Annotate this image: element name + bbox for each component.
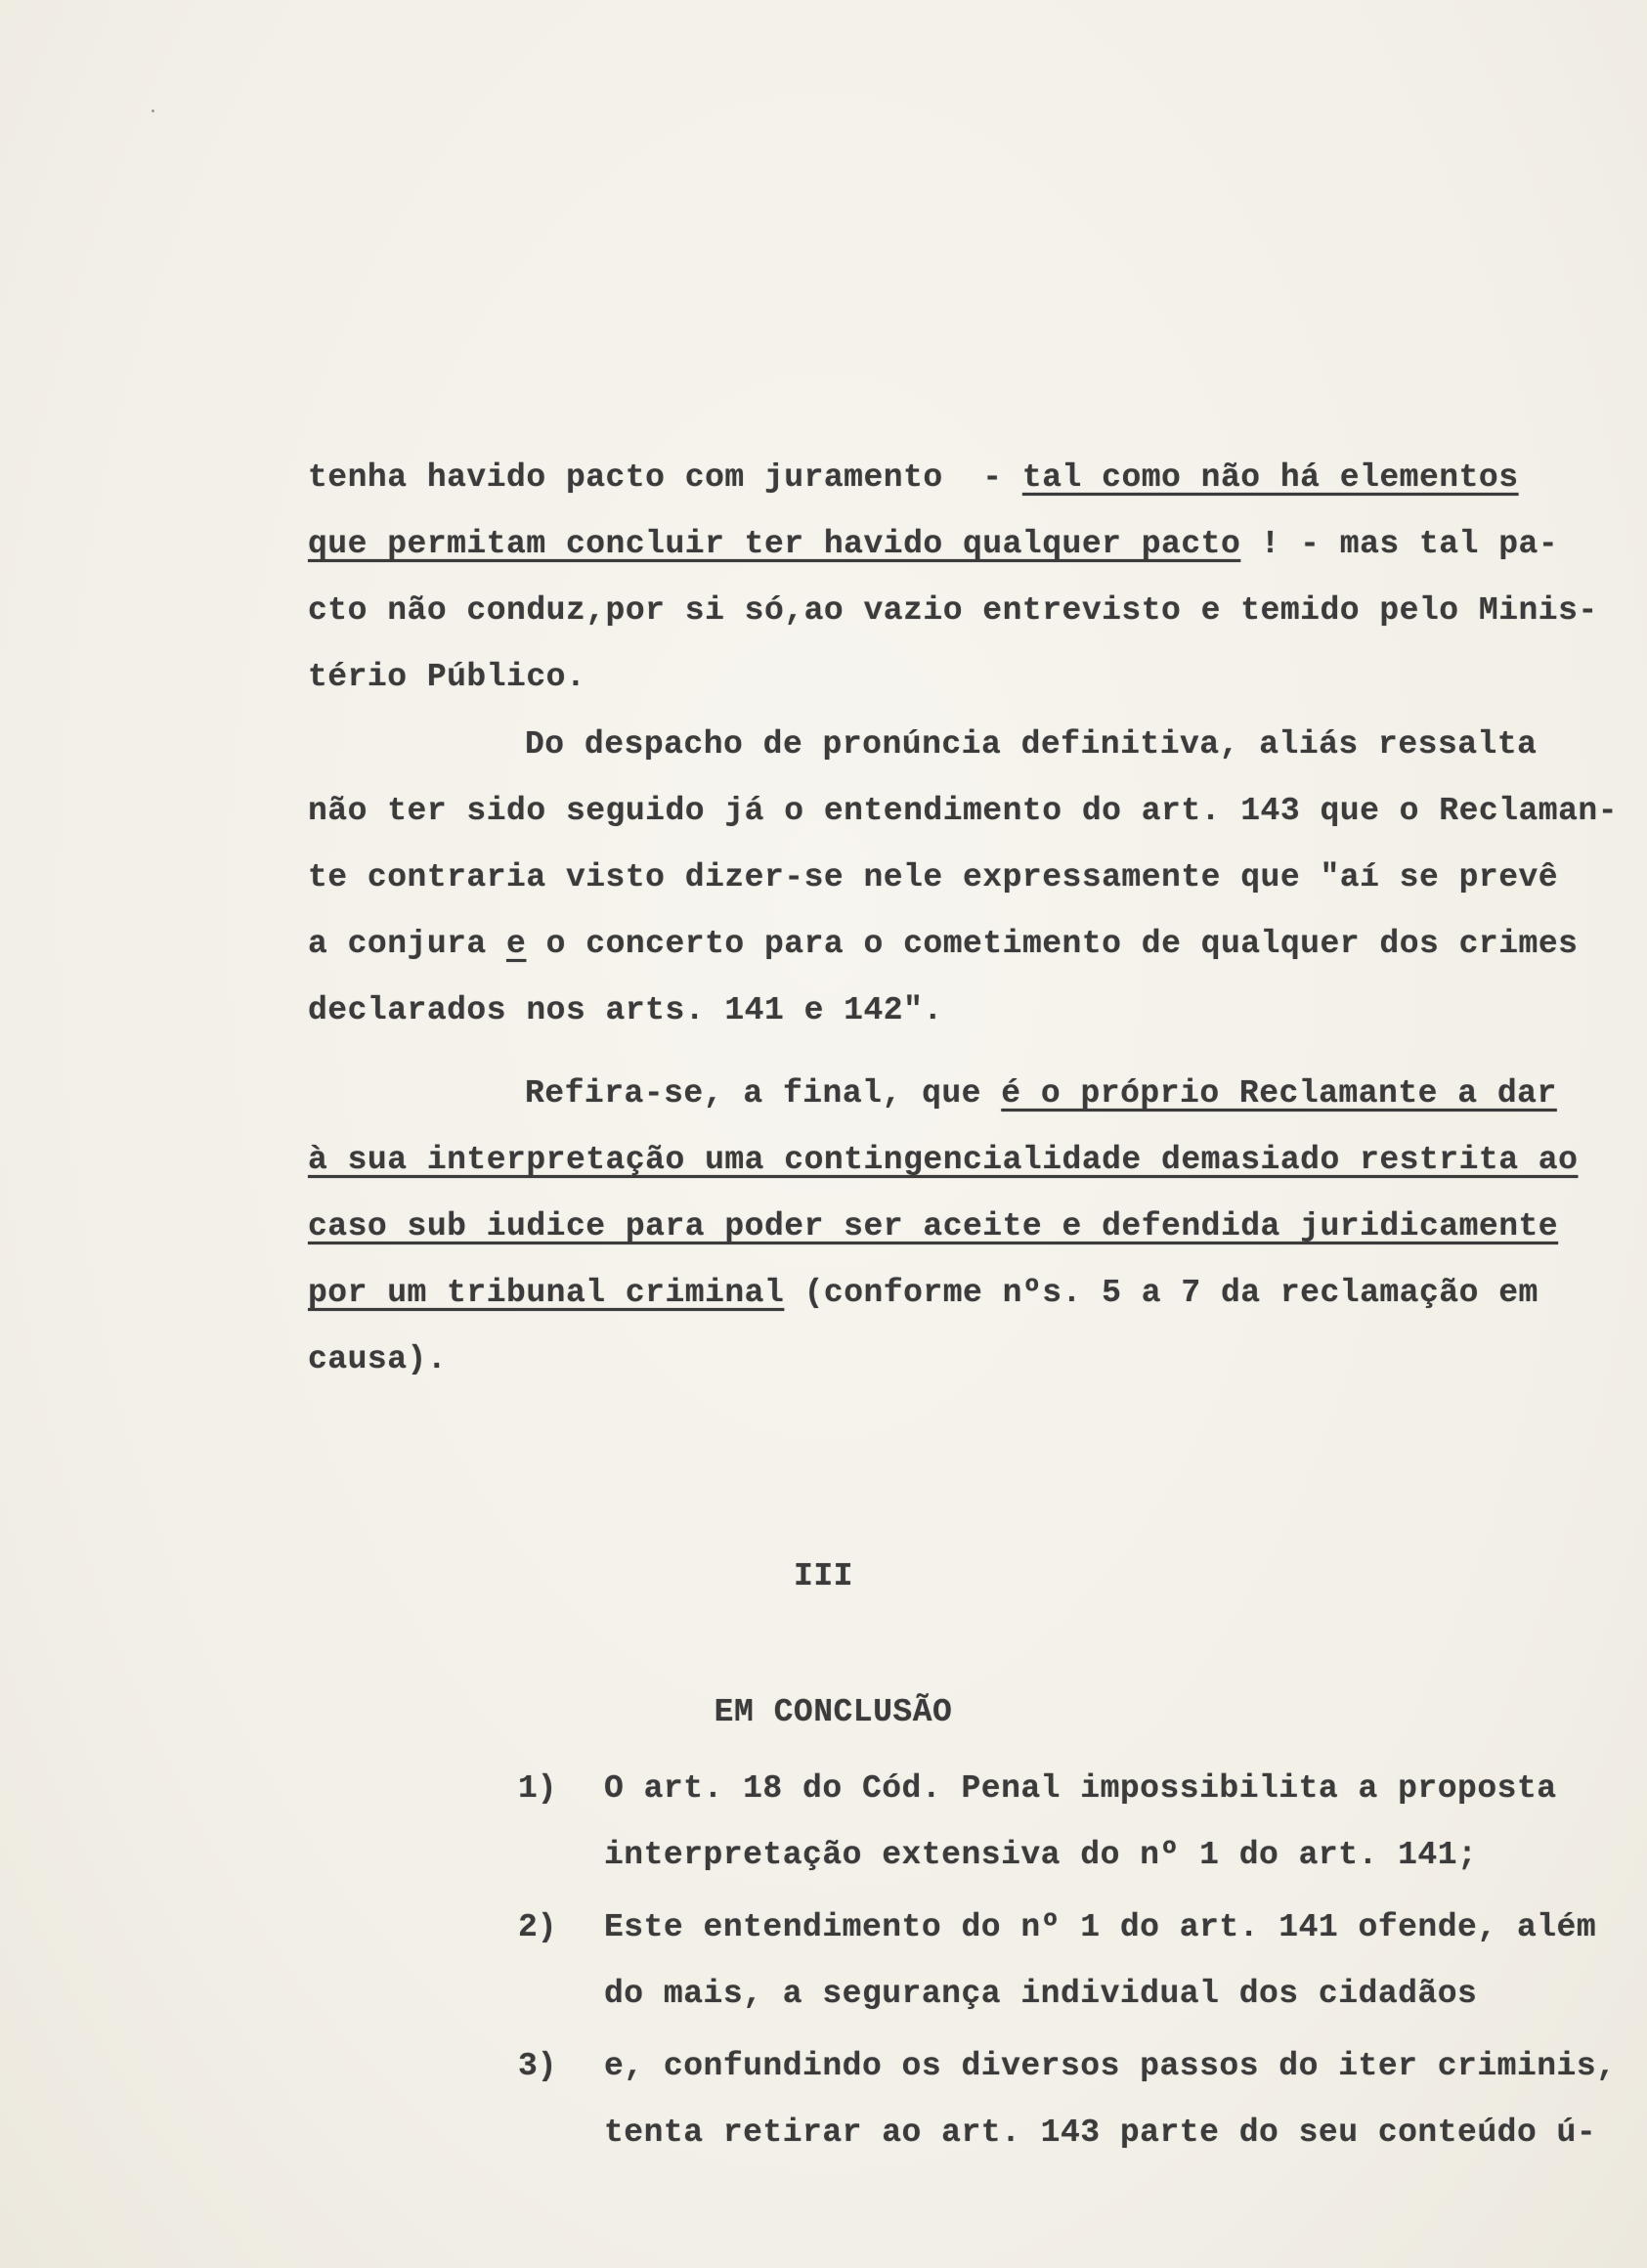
paragraph-2-line-3: te contraria visto dizer-se nele expressamente que "aí se prevê [308, 859, 1559, 895]
paragraph-1-line-4: tério Público. [308, 659, 586, 695]
conclusion-3-line-1: e, confundindo os diversos passos do iter criminis, [604, 2048, 1617, 2084]
paragraph-2-line-1: Do despacho de pronúncia definitiva, aliás ressalta [525, 726, 1538, 763]
conclusion-2-number: 2) [518, 1909, 557, 1945]
p3-l1-text: Refira-se, a final, que [525, 1075, 1002, 1112]
paragraph-1-line-3: cto não conduz,por si só,ao vazio entrevisto e temido pelo Minis- [308, 592, 1598, 629]
p1-l1-text: tenha havido pacto com juramento - [308, 459, 1022, 496]
scan-speck [152, 109, 154, 112]
conclusion-2-line-1: Este entendimento do nº 1 do art. 141 ofende, além [604, 1909, 1597, 1945]
paragraph-3-line-4 [308, 1275, 1539, 1311]
p2-l4-text-b: o concerto para o cometimento de qualquer dos crimes [526, 926, 1579, 962]
p2-l4-text-a: a conjura [308, 926, 507, 962]
section-number: III [794, 1558, 853, 1594]
p2-l4-underlined: e [506, 926, 527, 962]
p1-l1-underlined: tal como não há elementos [1021, 459, 1519, 496]
p3-l4-underlined: por um tribunal criminal [308, 1275, 785, 1311]
conclusion-1-line-2: interpretação extensiva do nº 1 do art. 141; [604, 1837, 1478, 1873]
paragraph-3-line-3 [308, 1208, 1558, 1244]
conclusion-1-line-1: O art. 18 do Cód. Penal impossibilita a proposta [604, 1770, 1557, 1807]
conclusion-2-line-2: do mais, a segurança individual dos cidadãos [604, 1976, 1478, 2012]
paragraph-3-line-5: causa). [308, 1341, 448, 1377]
conclusion-3-line-2: tenta retirar ao art. 143 parte do seu conteúdo ú- [604, 2115, 1597, 2151]
section-heading: EM CONCLUSÃO [714, 1694, 953, 1730]
paragraph-1-line-2 [308, 526, 1558, 562]
p3-l3-underlined: caso sub iudice para poder ser aceite e defendida juridicamente [308, 1208, 1559, 1244]
conclusion-1-number: 1) [518, 1770, 557, 1807]
paragraph-2-line-5: declarados nos arts. 141 e 142". [308, 992, 943, 1028]
p3-l4-text: (conforme nºs. 5 a 7 da reclamação em [784, 1275, 1539, 1311]
p1-l2-underlined: que permitam concluir ter havido qualquer pacto [308, 526, 1241, 562]
p3-l2-underlined: à sua interpretação uma contingencialidade demasiado restrita ao [308, 1142, 1579, 1178]
paragraph-2-line-2: não ter sido seguido já o entendimento do art. 143 que o Reclaman- [308, 793, 1619, 829]
paragraph-3-line-1 [525, 1075, 1557, 1112]
paragraph-1-line-1 [308, 459, 1519, 496]
p3-l1-underlined: é o próprio Reclamante a dar [1001, 1075, 1557, 1112]
conclusion-3-number: 3) [518, 2048, 557, 2084]
paragraph-3-line-2 [308, 1142, 1578, 1178]
paragraph-2-line-4 [308, 926, 1578, 962]
p1-l2-text: ! - mas tal pa- [1240, 526, 1559, 562]
